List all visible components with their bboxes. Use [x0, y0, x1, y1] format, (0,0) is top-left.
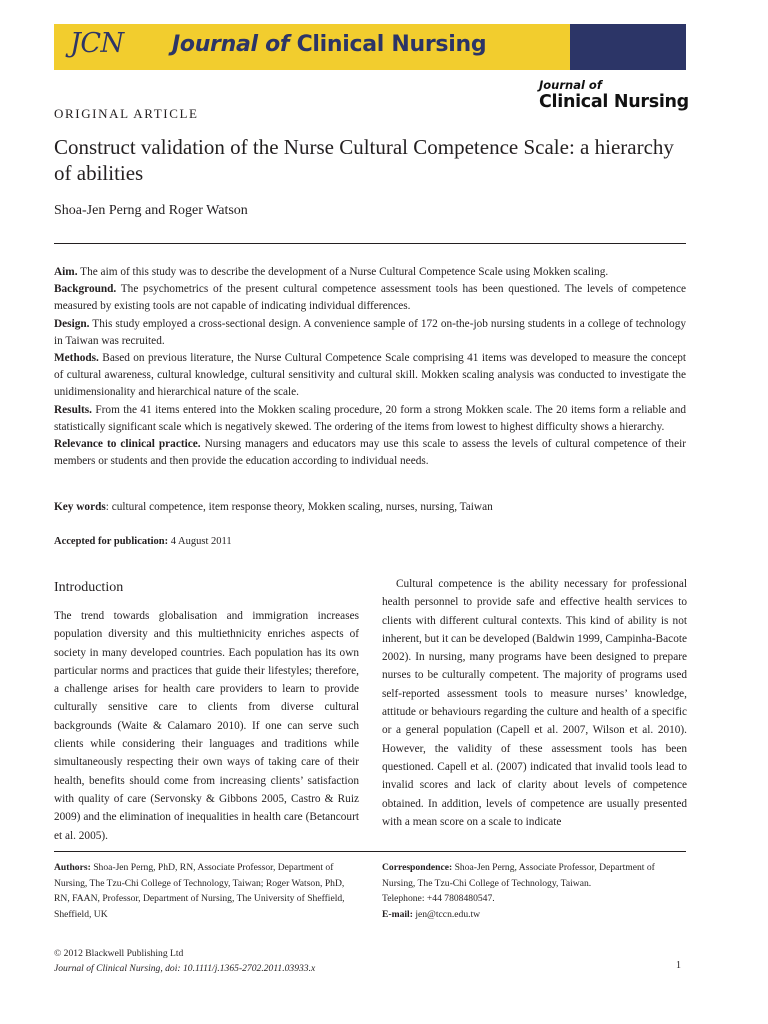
abstract-aim: Aim. The aim of this study was to describe the development of a Nurse Cultural Competence Scale using Mokken scaling. — [54, 266, 609, 278]
accepted-label: Accepted for publication: — [54, 536, 169, 547]
abstract-background: Background. The psychometrics of the present cultural competence assessment tools has been questioned. The levels of competence measured by existing tools are not capable of indicating individual differences. — [54, 283, 686, 313]
email-label: E-mail: — [382, 908, 413, 920]
body-column-left — [54, 575, 359, 845]
publisher-info — [54, 946, 315, 976]
introduction-paragraph-2: Cultural competence is the ability necessary for professional health personnel to provide safe and effective health services to clients with different cultural contexts. This kind of ability is not inherent, but it can be developed (Baldwin 1999, Campinha-Bacote 2002). In nursing, many programs have been designed to prepare nurses to be culturally competent. The majority of programs used self-reported assessment tools to measure nurses’ knowledge, attitude or behaviours regarding the culture and health of a specific or a general population (Capell et al. 2007, Wilson et al. 2010). However, the validity of these assessment tools has been questioned. Capell et al. (2007) indicated that invalid tools lead to invalid scores and lack of clarity about levels of competence obtained. In addition, levels of competence are usually presented with a mean score on a scale to indicate — [382, 578, 687, 828]
abstract-top-rule — [54, 243, 686, 244]
authors-footnote-label: Authors: — [54, 862, 91, 873]
abstract-design: Design. This study employed a cross-sectional design. A convenience sample of 172 on-the-job nursing students in a college of technology in Taiwan was recruited. — [54, 317, 686, 347]
body-column-right — [382, 575, 687, 831]
authors-footnote — [54, 860, 359, 922]
section-label: ORIGINAL ARTICLE — [54, 106, 199, 121]
journal-banner — [54, 24, 686, 70]
introduction-heading: Introduction — [54, 580, 124, 595]
correspondence-footnote — [382, 860, 687, 922]
email-link[interactable]: jen@tccn.edu.tw — [415, 908, 481, 920]
logo-line-2: Clinical Nursing — [539, 92, 689, 112]
abstract-results: Results. From the 41 items entered into the Mokken scaling procedure, 20 form a strong Mokken scale. The 20 items form a reliable and statistically significant scale which is negatively skewed. The ordering of the items from lowest to highest difficulty shows a hierarchy. — [54, 403, 686, 433]
correspondence-label: Correspondence: — [382, 862, 453, 873]
journal-title-rest: Clinical Nursing — [296, 32, 487, 57]
accepted-date — [54, 536, 232, 547]
telephone: Telephone: +44 7808480547. — [382, 893, 495, 904]
journal-title-of: Journal of — [172, 32, 290, 57]
key-words-label: Key words — [54, 501, 106, 513]
journal-title — [172, 32, 486, 57]
correspondence-text: Shoa-Jen Perng, Associate Professor, Department of Nursing, The Tzu-Chi College of Technology, Taiwan. — [382, 862, 655, 889]
journal-abbreviation: JCN — [70, 28, 124, 59]
page-number: 1 — [676, 960, 681, 971]
key-words — [54, 501, 493, 513]
abstract-relevance: Relevance to clinical practice. Nursing managers and educators may use this scale to assess the levels of cultural competence of their members or students and then provide the education according to individual needs. — [54, 438, 686, 468]
article-authors: Shoa-Jen Perng and Roger Watson — [54, 203, 248, 218]
article-title: Construct validation of the Nurse Cultural Competence Scale: a hierarchy of abilities — [54, 135, 674, 185]
banner-navy-block — [570, 24, 686, 70]
footnote-rule — [54, 851, 686, 852]
introduction-paragraph-1: The trend towards globalisation and immigration increases population diversity and this multiethnicity enriches aspects of society in many developed countries. Each population has its own particular norms and practices that guide their lifestyles; therefore, a challenge arises for health care providers to learn to provide culturally sensitive care to clients from diverse cultural backgrounds (Waite & Calamaro 2010). If one can serve such clients while considering their languages and traditions while simultaneously respecting their own ways of taking care of their health, benefits should come from increasing clients’ satisfaction with quality of care (Servonsky & Gibbons 2005, Castro & Ruiz 2009) and the elimination of inequalities in health care (Betancourt et al. 2005). — [54, 610, 359, 842]
abstract-methods: Methods. Based on previous literature, the Nurse Cultural Competence Scale comprising 41 items was developed to measure the concept of cultural awareness, cultural knowledge, cultural sensitivity and cultural skill. Mokken scaling analysis was conducted to investigate the unidimensionality and hierarchical nature of the scale. — [54, 352, 687, 399]
citation-doi: Journal of Clinical Nursing, doi: 10.1111/j.1365-2702.2011.03933.x — [54, 963, 316, 974]
copyright: © 2012 Blackwell Publishing Ltd — [54, 948, 184, 959]
logo-line-1: Journal of — [539, 78, 602, 92]
accepted-value: 4 August 2011 — [170, 536, 232, 547]
journal-logo — [539, 79, 689, 112]
abstract — [54, 264, 686, 470]
key-words-text: : cultural competence, item response theory, Mokken scaling, nurses, nursing, Taiwan — [105, 501, 493, 513]
authors-footnote-text: Shoa-Jen Perng, PhD, RN, Associate Professor, Department of Nursing, The Tzu-Chi College of Technology, Taiwan; Roger Watson, PhD, RN, FAAN, Professor, Department of Nursing, The University of Sheffield, Sheffield, UK — [54, 862, 345, 920]
